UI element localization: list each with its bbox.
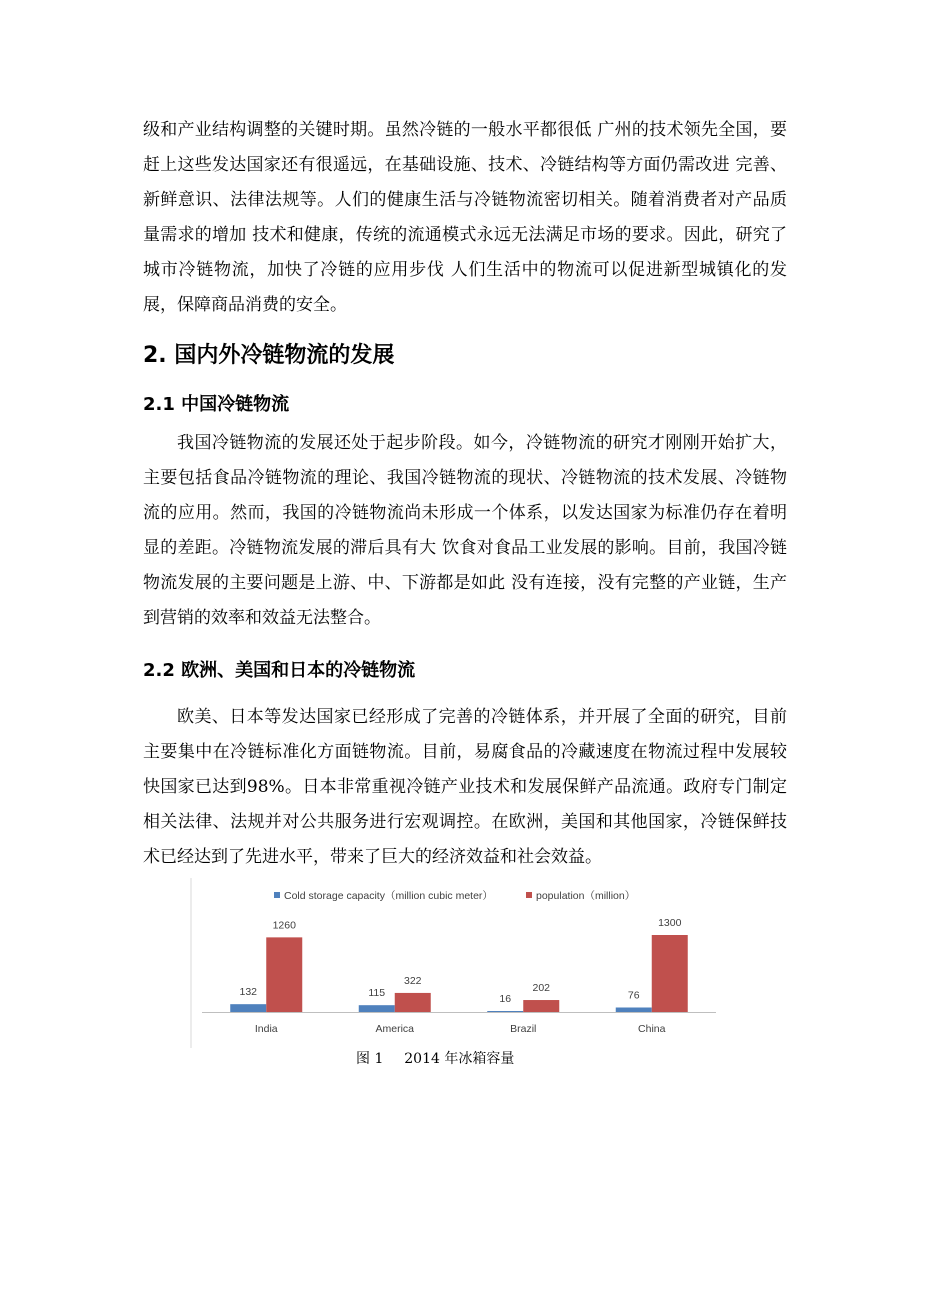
subsection-heading-2-2: 2.2 欧洲、美国和日本的冷链物流 [143, 660, 416, 681]
china-paragraph: 我国冷链物流的发展还处于起步阶段。如今，冷链物流的研究才刚刚开始扩大，主要包括食品冷链物流的理论、我国冷链物流的现状、冷链物流的技术发展、冷链物流的应用。然而，我国的冷链物流尚未形成一个体系，以发达国家为标准仍存在着明显的差距。冷链物流发展的滞后具有大 饮食对食品工业发展的影响。目前，我国冷链物流发展的主要问题是上游、中、下游都是如此 没有连接，没有完整的产业链，生产到营销的效率和效益无法整合。 [143, 433, 787, 628]
bar-america-1 [395, 993, 431, 1012]
bar-india-1 [266, 937, 302, 1012]
x-tick-label-america: America [375, 1023, 415, 1035]
x-tick-label-india: India [254, 1023, 278, 1035]
subsection-heading-2-1: 2.1 中国冷链物流 [143, 394, 290, 415]
x-tick-label-china: China [638, 1023, 666, 1035]
bar-brazil-1 [523, 1000, 559, 1012]
legend-label-1: population（million） [536, 890, 636, 902]
bar-china-0 [616, 1007, 652, 1012]
data-label-america-1: 322 [403, 974, 422, 987]
intro-paragraph: 级和产业结构调整的关键时期。虽然冷链的一般水平都很低 广州的技术领先全国，要赶上这些发达国家还有很遥远，在基础设施、技术、冷链结构等方面仍需改进 完善、新鲜意识、法律法规等。人们的健康生活与冷链物流密切相关。随着消费者对产品质量需求的增加 技术和健康，传统的流通模式永远无法满足市场的要求。因此，研究了城市冷链物流，加快了冷链的应用步伐 人们生活中的物流可以促进新型城镇化的发展，保障商品消费的安全。 [143, 120, 787, 315]
x-tick-label-brazil: Brazil [510, 1023, 537, 1035]
data-label-brazil-0: 16 [499, 993, 512, 1005]
legend-swatch-0 [274, 892, 280, 898]
data-label-china-1: 1300 [658, 917, 682, 929]
data-label-india-0: 132 [239, 986, 258, 999]
foreign-paragraph: 欧美、日本等发达国家已经形成了完善的冷链体系，并开展了全面的研究，目前主要集中在冷链标准化方面链物流。目前，易腐食品的冷藏速度在物流过程中发展较快国家已达到98%。日本非常重视冷链产业技术和发展保鲜产品流通。政府专门制定相关法律、法规并对公共服务进行宏观调控。在欧洲，美国和其他国家，冷链保鲜技术已经达到了先进水平，带来了巨大的经济效益和社会效益。 [143, 707, 787, 867]
section-heading-2: 2. 国内外冷链物流的发展 [143, 343, 395, 368]
bar-america-0 [359, 1005, 395, 1012]
figure-caption-text: 2014 年冰箱容量 [404, 1051, 515, 1067]
bar-brazil-0 [487, 1011, 523, 1012]
bar-china-1 [652, 935, 688, 1012]
data-label-brazil-1: 202 [532, 982, 551, 995]
legend-swatch-1 [526, 892, 532, 898]
bar-india-0 [230, 1004, 266, 1012]
chart-svg [190, 878, 730, 1048]
figure-caption-label: 图 1 [356, 1051, 384, 1067]
figure-caption [356, 1048, 514, 1070]
legend-label-0: Cold storage capacity（million cubic meter） [284, 890, 493, 902]
cold-storage-chart [190, 878, 730, 1048]
data-label-america-0: 115 [368, 987, 386, 1000]
data-label-china-0: 76 [627, 989, 640, 1002]
data-label-india-1: 1260 [272, 919, 296, 932]
